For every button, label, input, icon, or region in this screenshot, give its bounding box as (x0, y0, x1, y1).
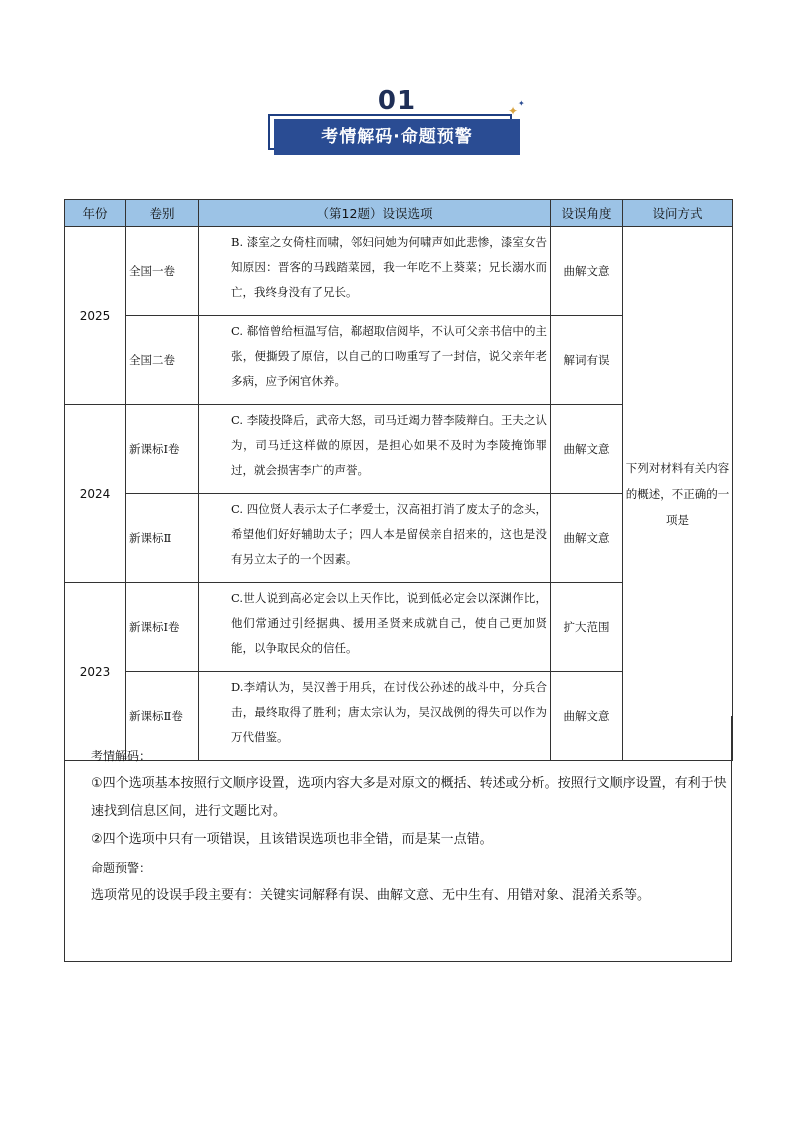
option-text: B. 漆室之女倚柱而啸，邻妇问她为何啸声如此悲惨，漆室女告知原因：晋客的马践踏菜园，我一年吃不上葵菜；兄长溺水而亡，我终身没有了兄长。 (231, 235, 547, 299)
angle-cell: 曲解文意 (551, 494, 623, 583)
paper-cell: 新课标Ⅰ卷 (126, 405, 199, 494)
paper-cell: 全国一卷 (126, 227, 199, 316)
option-text: C. 四位贤人表示太子仁孝爱士，汉高祖打消了废太子的念头，希望他们好好辅助太子；四人本是留侯亲自招来的，这也是没有另立太子的一个因素。 (231, 502, 547, 566)
method-cell: 下列对材料有关内容的概述，不正确的一项是 (623, 227, 733, 761)
header-angle: 设误角度 (551, 200, 623, 227)
header-method: 设问方式 (623, 200, 733, 227)
header-option: （第12题）设误选项 (199, 200, 551, 227)
header-paper: 卷别 (126, 200, 199, 227)
decode-point-1: ①四个选项基本按照行文顺序设置，选项内容大多是对原文的概括、转述或分析。按照行文顺序设置，有利于快速找到信息区间，进行文题比对。 (91, 776, 727, 819)
sparkle-icon: ✦ (508, 104, 519, 118)
decode-point-2: ②四个选项中只有一项错误，且该错误选项也非全错，而是某一点错。 (91, 832, 493, 847)
option-cell (199, 227, 551, 316)
header-year: 年份 (65, 200, 126, 227)
option-cell (199, 494, 551, 583)
year-cell: 2023 (65, 583, 126, 761)
angle-cell: 曲解文意 (551, 405, 623, 494)
option-cell (199, 316, 551, 405)
decode-heading: 考情解码： (91, 749, 152, 763)
warning-point-1: 选项常见的设误手段主要有：关键实词解释有误、曲解文意、无中生有、用错对象、混淆关系等。 (91, 888, 651, 903)
paper-cell: 新课标Ⅱ卷 (126, 672, 199, 761)
paper-cell: 全国二卷 (126, 316, 199, 405)
section-number: 01 (377, 86, 417, 116)
table-row (65, 227, 733, 316)
angle-cell: 曲解文意 (551, 227, 623, 316)
warning-heading: 命题预警： (91, 861, 152, 875)
section-title: 考情解码·命题预警 (274, 119, 520, 155)
paper-cell: 新课标Ⅰ卷 (126, 583, 199, 672)
angle-cell: 解词有误 (551, 316, 623, 405)
sparkle-icon: ✦ (518, 99, 525, 108)
table-header-row (65, 200, 733, 227)
section-banner (268, 114, 520, 156)
analysis-notes (64, 716, 732, 962)
option-text: C. 李陵投降后，武帝大怒，司马迁竭力替李陵辩白。王夫之认为，司马迁这样做的原因，是担心如果不及时为李陵掩饰罪过，就会损害李广的声誉。 (231, 413, 547, 477)
option-text: D.李靖认为，吴汉善于用兵，在讨伐公孙述的战斗中，分兵合击，最终取得了胜利；唐太宗认为，吴汉战例的得失可以作为万代借鉴。 (231, 680, 547, 744)
paper-cell: 新课标Ⅱ (126, 494, 199, 583)
error-options-table (64, 199, 733, 761)
option-text: C. 郗愔曾给桓温写信，郗超取信阅毕，不认可父亲书信中的主张，便撕毁了原信，以自己的口吻重写了一封信，说父亲年老多病，应予闲官休养。 (231, 324, 547, 388)
option-text: C.世人说到高必定会以上天作比，说到低必定会以深渊作比，他们常通过引经据典、援用圣贤来成就自己，使自己更加贤能，以争取民众的信任。 (231, 591, 547, 655)
angle-cell: 曲解文意 (551, 672, 623, 761)
option-cell (199, 583, 551, 672)
year-cell: 2024 (65, 405, 126, 583)
angle-cell: 扩大范围 (551, 583, 623, 672)
year-cell: 2025 (65, 227, 126, 405)
option-cell (199, 405, 551, 494)
